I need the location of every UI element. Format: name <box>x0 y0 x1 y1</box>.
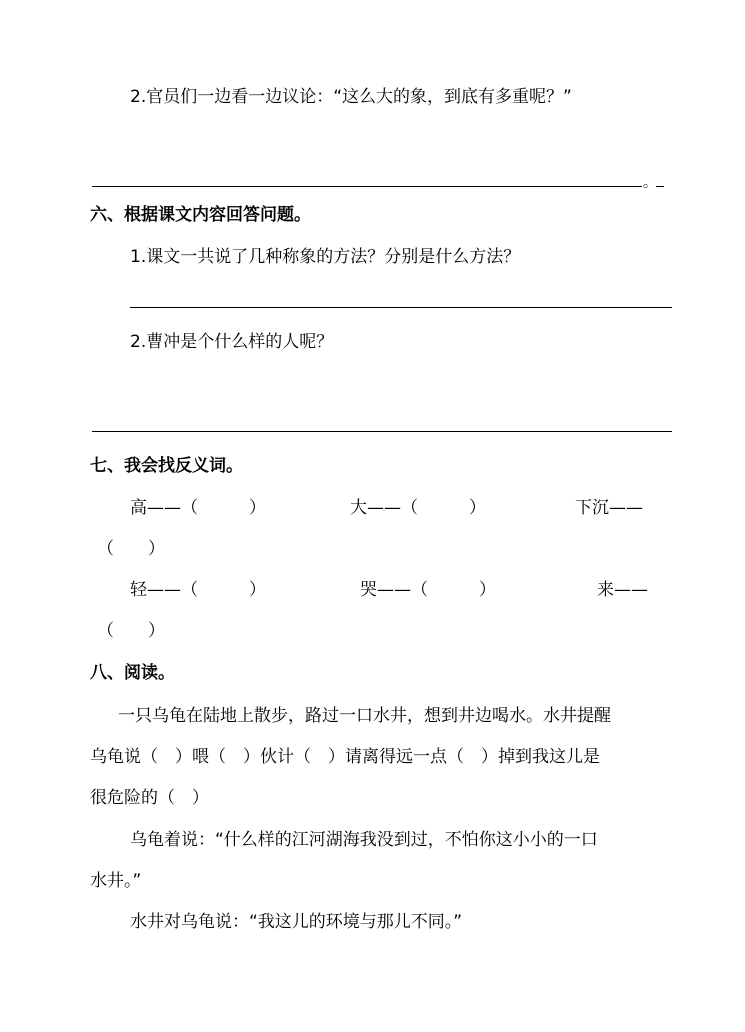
answer-line-q5-2[interactable] <box>92 186 642 187</box>
antonym-item-sink: 下沉—— <box>575 498 643 518</box>
q5-item-2: 2.官员们一边看一边议论：“这么大的象，到底有多重呢？” <box>130 87 572 107</box>
section-6-title: 六、根据课文内容回答问题。 <box>90 205 311 225</box>
reading-paragraph-2-line-2: 水井。” <box>90 871 142 891</box>
reading-paragraph-3-line-1: 水井对乌龟说：“我这儿的环境与那儿不同。” <box>130 912 463 932</box>
section-6-question-2: 2.曹冲是个什么样的人呢？ <box>130 332 334 352</box>
reading-paragraph-2-line-1: 乌龟着说：“什么样的江河湖海我没到过，不怕你这小小的一口 <box>130 830 598 850</box>
answer-line-period: 。 <box>643 175 657 191</box>
reading-paragraph-1-line-3[interactable]: 很危险的（ ） <box>90 788 209 808</box>
reading-paragraph-1-line-1: 一只乌龟在陆地上散步，路过一口水井，想到井边喝水。水井提醒 <box>118 706 611 726</box>
antonym-item-sink-blank[interactable]: （ ） <box>97 539 165 559</box>
antonym-item-cry[interactable]: 哭——（ ） <box>360 580 496 600</box>
answer-line-6-2[interactable] <box>92 431 672 432</box>
section-6-question-1: 1.课文一共说了几种称象的方法？分别是什么方法？ <box>130 247 521 267</box>
antonym-item-come-blank[interactable]: （ ） <box>97 621 165 641</box>
reading-paragraph-1-line-2[interactable]: 乌龟说（ ）喂（ ）伙计（ ）请离得远一点（ ）掉到我这儿是 <box>90 747 600 767</box>
answer-line-q5-2-tail <box>656 186 664 187</box>
section-8-title: 八、阅读。 <box>90 663 175 683</box>
antonym-item-light[interactable]: 轻——（ ） <box>130 580 266 600</box>
section-7-title: 七、我会找反义词。 <box>90 456 243 476</box>
antonym-item-big[interactable]: 大——（ ） <box>350 498 486 518</box>
answer-line-6-1[interactable] <box>130 307 672 308</box>
antonym-item-come: 来—— <box>597 580 648 600</box>
antonym-item-high[interactable]: 高——（ ） <box>130 498 266 518</box>
